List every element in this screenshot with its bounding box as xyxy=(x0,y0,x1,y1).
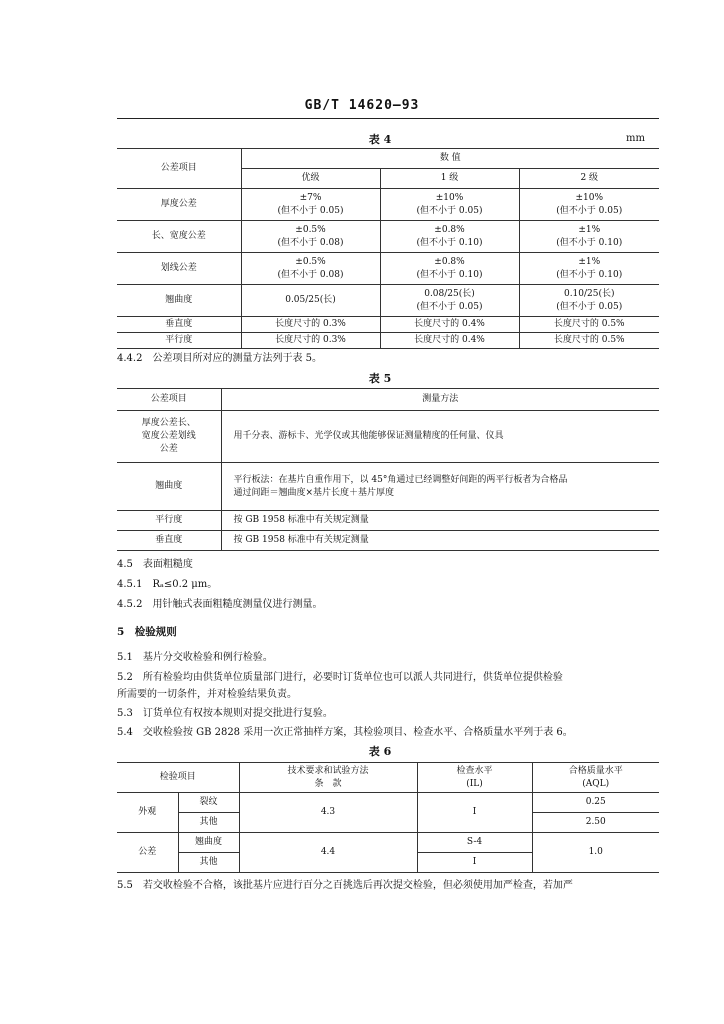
cell-note: (但不小于 0.05) xyxy=(416,205,483,216)
table-row xyxy=(117,833,659,853)
item-line: 宽度公差划线 xyxy=(141,431,196,441)
table-row xyxy=(117,333,659,349)
sub-item: 其他 xyxy=(178,813,239,833)
table-row xyxy=(117,463,659,511)
table5-caption: 表 5 xyxy=(368,372,392,385)
table-row xyxy=(117,285,659,317)
standard-number-header: GB/T 14620—93 xyxy=(304,98,420,113)
table-row xyxy=(117,317,659,333)
table-row xyxy=(117,253,659,285)
method-text: 按 GB 1958 标准中有关规定测量 xyxy=(221,511,659,531)
para-5-4: 5.4 交收检验按 GB 2828 采用一次正常抽样方案，其检验项目、检查水平、合格质量水平列于表 6。 xyxy=(117,727,573,738)
table4-caption: 表 4 xyxy=(368,133,392,146)
cell-value: 长度尺寸的 0.3% xyxy=(241,317,380,333)
table4-item: 长、宽度公差 xyxy=(117,221,241,253)
table-row xyxy=(117,411,659,463)
table4 xyxy=(117,148,659,349)
item-line: 平行度 xyxy=(117,511,221,531)
header-rule xyxy=(117,118,659,119)
table6-head-il: 检查水平 xyxy=(456,765,493,776)
aql: 0.25 xyxy=(532,793,659,813)
table-row xyxy=(117,221,659,253)
section-5-title: 5 检验规则 xyxy=(117,626,177,638)
cell-value: ±1% xyxy=(578,256,601,267)
aql: 1.0 xyxy=(532,833,659,873)
inspection-level: Ⅰ xyxy=(417,793,532,833)
para-4-5-1: 4.5.1 Rₐ≤0.2 μm。 xyxy=(117,579,218,590)
sub-item: 裂纹 xyxy=(178,793,239,813)
sub-item: 翘曲度 xyxy=(178,833,239,853)
cell-note: (但不小于 0.05) xyxy=(556,301,623,312)
cell-note: (但不小于 0.10) xyxy=(556,269,623,280)
cell-value: ±7% xyxy=(299,192,322,203)
table6-head-aql-abbr: (AQL) xyxy=(582,778,610,789)
method-text: 按 GB 1958 标准中有关规定测量 xyxy=(221,531,659,551)
table4-item: 划线公差 xyxy=(117,253,241,285)
aql: 2.50 xyxy=(532,813,659,833)
table-row xyxy=(117,189,659,221)
para-4-5: 4.5 表面粗糙度 xyxy=(117,559,193,570)
group-label: 外观 xyxy=(117,793,178,833)
item-line: 公差 xyxy=(159,444,178,454)
table6-head-aql: 合格质量水平 xyxy=(568,765,623,776)
cell-note: (但不小于 0.10) xyxy=(416,269,483,280)
table-row xyxy=(117,511,659,531)
para-5-2: 5.2 所有检验均由供货单位质量部门进行，必要时订货单位也可以派人共同进行，供货单位提供检验 xyxy=(117,672,563,683)
method-text: 平行板法：在基片自重作用下，以 45°角通过已经调整好间距的两平行板者为合格品 xyxy=(233,474,568,485)
cell-value: ±10% xyxy=(575,192,604,203)
method-text: 通过间距＝翘曲度×基片长度＋基片厚度 xyxy=(233,487,395,498)
inspection-level: Ⅰ xyxy=(417,853,532,873)
item-line: 翘曲度 xyxy=(117,463,221,511)
cell-note: (但不小于 0.10) xyxy=(416,237,483,248)
table4-item: 垂直度 xyxy=(117,317,241,333)
table-row xyxy=(117,531,659,551)
table5-head-item: 公差项目 xyxy=(117,389,221,411)
cell-value: 0.10/25(长) xyxy=(563,288,615,299)
cell-value: ±0.5% xyxy=(295,224,326,235)
table4-col-head: 公差项目 xyxy=(117,149,241,189)
table4-unit: mm xyxy=(626,133,645,144)
cell-value: ±0.5% xyxy=(295,256,326,267)
table4-group-head: 数 值 xyxy=(241,149,659,169)
table4-grade: 2 级 xyxy=(519,169,659,189)
cell-value: ±10% xyxy=(435,192,464,203)
table5-head-method: 测量方法 xyxy=(221,389,659,411)
table6-head-clause: 条 款 xyxy=(314,778,342,789)
sub-item: 其他 xyxy=(178,853,239,873)
clause: 4.3 xyxy=(239,793,417,833)
table-row xyxy=(117,793,659,813)
cell-value: 长度尺寸的 0.4% xyxy=(380,317,519,333)
cell-note: (但不小于 0.10) xyxy=(556,237,623,248)
cell-note: (但不小于 0.08) xyxy=(277,237,344,248)
table4-grade: 优级 xyxy=(241,169,380,189)
item-line: 厚度公差长、 xyxy=(141,418,196,428)
cell-value: 0.05/25(长) xyxy=(285,295,336,305)
table6-head-il-abbr: (IL) xyxy=(466,778,483,789)
cell-note: (但不小于 0.05) xyxy=(556,205,623,216)
clause: 4.4 xyxy=(239,833,417,873)
item-line: 垂直度 xyxy=(117,531,221,551)
para-5-3: 5.3 订货单位有权按本规则对提交批进行复验。 xyxy=(117,708,333,719)
para-4-5-2: 4.5.2 用针触式表面粗糙度测量仪进行测量。 xyxy=(117,599,323,610)
para-4-4-2: 4.4.2 公差项目所对应的测量方法列于表 5。 xyxy=(117,353,322,364)
cell-value: ±1% xyxy=(578,224,601,235)
para-5-1: 5.1 基片分交收检验和例行检验。 xyxy=(117,652,273,663)
table4-item: 平行度 xyxy=(117,333,241,349)
cell-value: 长度尺寸的 0.3% xyxy=(241,333,380,349)
cell-note: (但不小于 0.05) xyxy=(277,205,344,216)
table6-head-item: 检验项目 xyxy=(117,763,239,793)
cell-value: 长度尺寸的 0.5% xyxy=(519,317,659,333)
para-5-2-cont: 所需要的一切条件，并对检验结果负责。 xyxy=(117,689,297,700)
inspection-level: S-4 xyxy=(417,833,532,853)
method-text: 用千分表、游标卡、光学仪或其他能够保证测量精度的任何量、仪具 xyxy=(221,411,659,463)
cell-value: 长度尺寸的 0.5% xyxy=(519,333,659,349)
cell-note: (但不小于 0.08) xyxy=(277,269,344,280)
para-5-5: 5.5 若交收检验不合格，该批基片应进行百分之百挑选后再次提交检验，但必须使用加严检查，若加严 xyxy=(117,880,573,891)
cell-note: (但不小于 0.05) xyxy=(416,301,483,312)
table5 xyxy=(117,388,659,551)
cell-value: ±0.8% xyxy=(434,224,465,235)
table4-item: 厚度公差 xyxy=(117,189,241,221)
table6-head-req: 技术要求和试验方法 xyxy=(287,765,369,776)
table4-grade: 1 级 xyxy=(380,169,519,189)
group-label: 公差 xyxy=(117,833,178,873)
table6 xyxy=(117,762,659,873)
cell-value: 长度尺寸的 0.4% xyxy=(380,333,519,349)
cell-value: 0.08/25(长) xyxy=(424,288,475,299)
table4-item: 翘曲度 xyxy=(117,285,241,317)
table6-caption: 表 6 xyxy=(368,745,392,758)
cell-value: ±0.8% xyxy=(434,256,465,267)
